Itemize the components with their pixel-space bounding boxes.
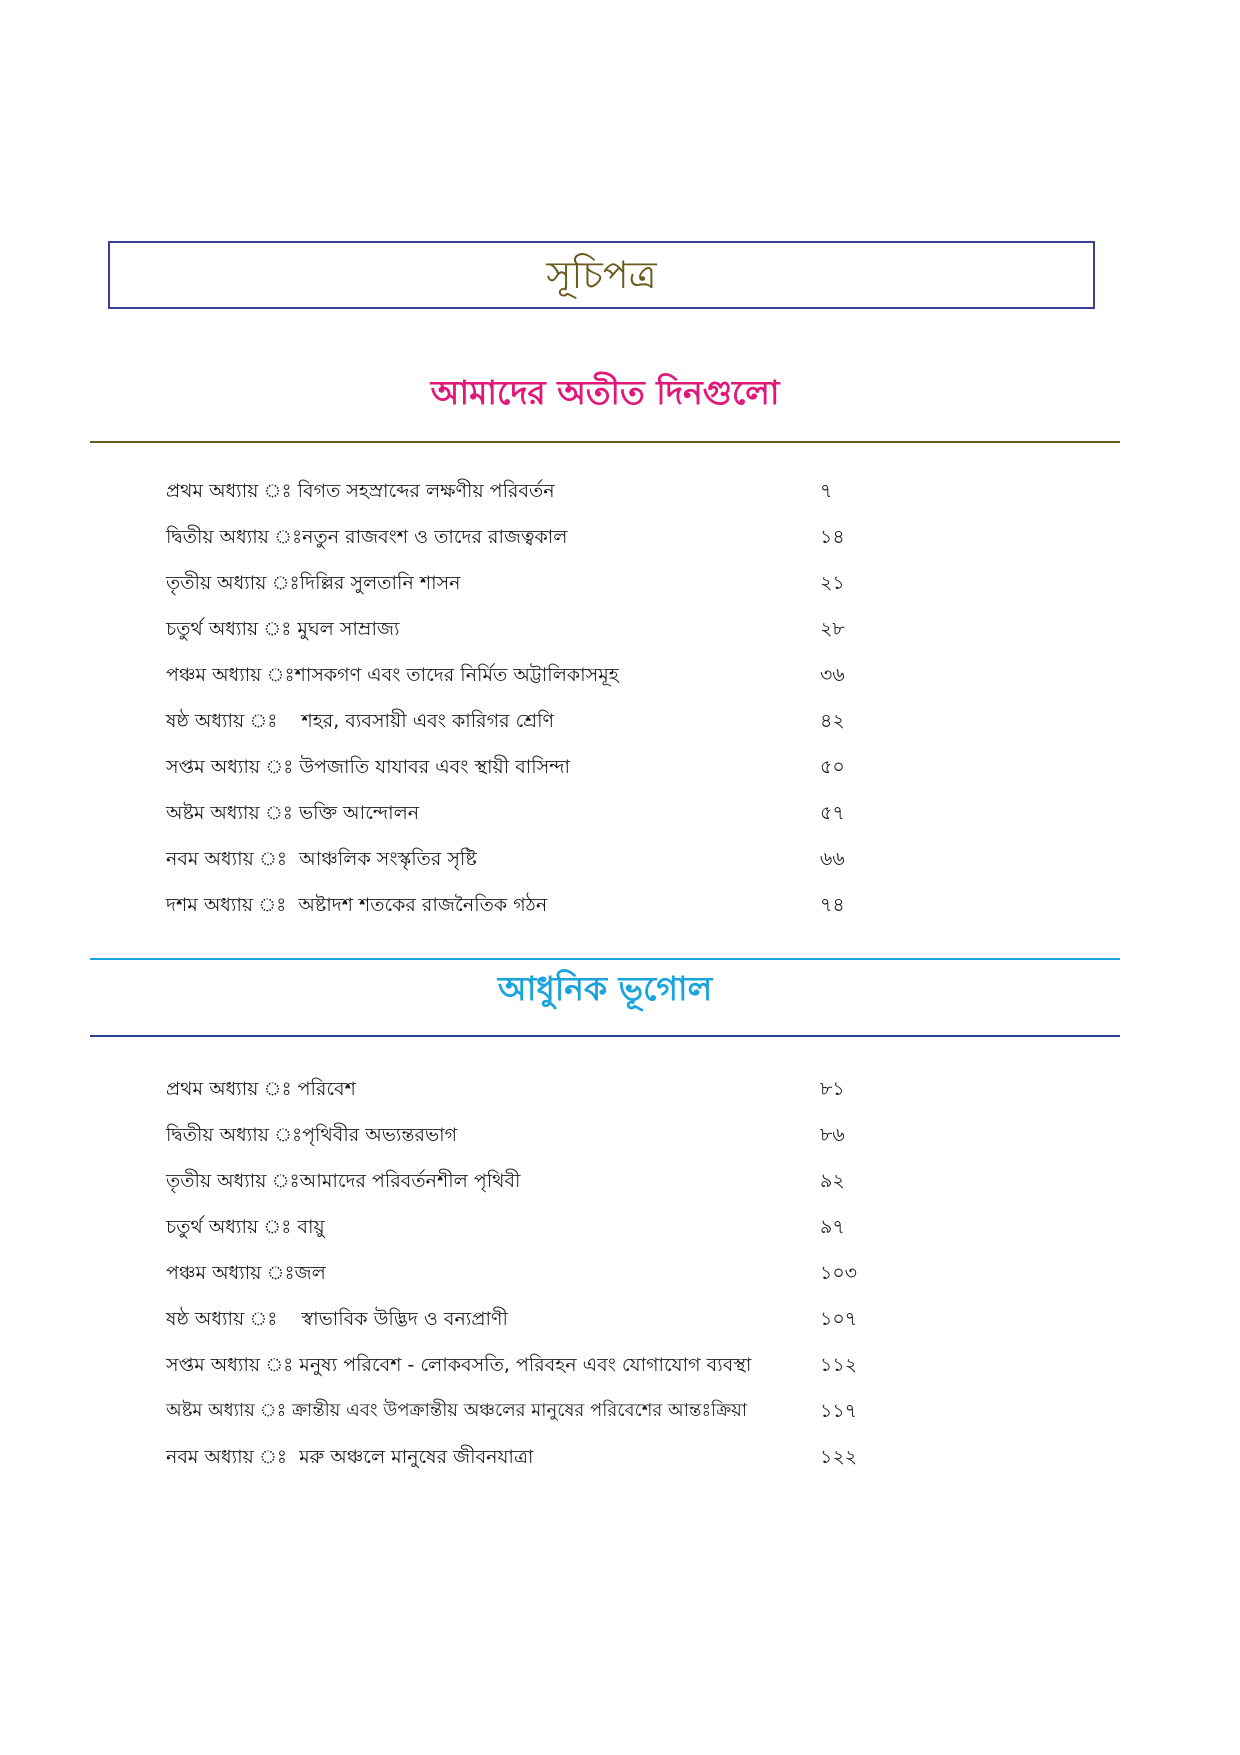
toc-row[interactable] [166, 613, 896, 659]
chapter-title: দ্বিতীয় অধ্যায় ঃপৃথিবীর অভ্যন্তরভাগ [166, 1124, 458, 1146]
toc-row[interactable] [166, 521, 896, 567]
chapter-title: পঞ্চম অধ্যায় ঃজল [166, 1262, 326, 1284]
toc-row[interactable] [166, 889, 896, 935]
divider-history [90, 441, 1120, 443]
page-number: ৮১ [820, 1078, 845, 1100]
chapter-title: তৃতীয় অধ্যায় ঃদিল্লির সুলতানি শাসন [166, 572, 461, 594]
toc-row[interactable] [166, 1441, 896, 1487]
chapter-title: প্রথম অধ্যায় ঃ বিগত সহস্রাব্দের লক্ষণীয় পরিবর্তন [166, 480, 555, 502]
chapter-title: সপ্তম অধ্যায় ঃ উপজাতি যাযাবর এবং স্থায়ী বাসিন্দা [166, 756, 571, 778]
page-number: ১০৩ [820, 1262, 858, 1284]
page-number: ৭৪ [820, 894, 845, 916]
page-number: ৩৬ [820, 664, 845, 686]
toc-row[interactable] [166, 659, 896, 705]
toc-row[interactable] [166, 1303, 896, 1349]
chapter-title: ষষ্ঠ অধ্যায় ঃ শহর, ব্যবসায়ী এবং কারিগর শ্রেণি [166, 710, 555, 732]
page-number: ৭ [820, 480, 833, 502]
page-number: ১১৭ [820, 1400, 858, 1422]
toc-row[interactable] [166, 567, 896, 613]
chapter-title: ষষ্ঠ অধ্যায় ঃ স্বাভাবিক উদ্ভিদ ও বন্যপ্রাণী [166, 1308, 508, 1330]
chapter-title: প্রথম অধ্যায় ঃ পরিবেশ [166, 1078, 356, 1100]
toc-row[interactable] [166, 1073, 896, 1119]
chapter-title: চতুর্থ অধ্যায় ঃ মুঘল সাম্রাজ্য [166, 618, 400, 640]
toc-row[interactable] [166, 797, 896, 843]
page-number: ১৪ [820, 526, 845, 548]
page-number: ৮৬ [820, 1124, 845, 1146]
page-number: ৬৬ [820, 848, 845, 870]
page-number: ৯৭ [820, 1216, 845, 1238]
toc-row[interactable] [166, 1211, 896, 1257]
page-number: ১০৭ [820, 1308, 858, 1330]
page-number: ২৮ [820, 618, 845, 640]
chapter-title: তৃতীয় অধ্যায় ঃআমাদের পরিবর্তনশীল পৃথিবী [166, 1170, 521, 1192]
toc-row[interactable] [166, 475, 896, 521]
section-heading-history: আমাদের অতীত দিনগুলো [430, 373, 780, 412]
title-box [108, 241, 1095, 309]
page-number: ৫৭ [820, 802, 845, 824]
page-number: ৫০ [820, 756, 845, 778]
page-number: ১২২ [820, 1446, 858, 1468]
toc-row[interactable] [166, 843, 896, 889]
page-title: সূচিপত্র [546, 253, 657, 297]
page-number: ২১ [820, 572, 845, 594]
divider-geography-top [90, 958, 1120, 960]
page-number: ৯২ [820, 1170, 845, 1192]
chapter-title: দশম অধ্যায় ঃ অষ্টাদশ শতকের রাজনৈতিক গঠন [166, 894, 548, 916]
divider-geography-bottom [90, 1035, 1120, 1037]
section-heading-geography: আধুনিক ভূগোল [497, 969, 713, 1008]
chapter-title: অষ্টম অধ্যায় ঃ ক্রান্তীয় এবং উপক্রান্তীয় অঞ্চলের মানুষের পরিবেশের আন্তঃক্রিয়া [166, 1400, 748, 1421]
chapter-title: অষ্টম অধ্যায় ঃ ভক্তি আন্দোলন [166, 802, 420, 824]
toc-row[interactable] [166, 1257, 896, 1303]
toc-row[interactable] [166, 1349, 896, 1395]
chapter-title: নবম অধ্যায় ঃ আঞ্চলিক সংস্কৃতির সৃষ্টি [166, 848, 477, 870]
chapter-title: দ্বিতীয় অধ্যায় ঃনতুন রাজবংশ ও তাদের রাজত্বকাল [166, 526, 568, 548]
chapter-title: পঞ্চম অধ্যায় ঃশাসকগণ এবং তাদের নির্মিত অট্টালিকাসমূহ [166, 664, 619, 686]
toc-list-geography [166, 1073, 896, 1487]
toc-list-history [166, 475, 896, 935]
toc-row[interactable] [166, 1165, 896, 1211]
chapter-title: সপ্তম অধ্যায় ঃ মনুষ্য পরিবেশ - লোকবসতি, পরিবহন এবং যোগাযোগ ব্যবস্থা [166, 1354, 752, 1376]
toc-row[interactable] [166, 1395, 896, 1441]
toc-row[interactable] [166, 751, 896, 797]
toc-row[interactable] [166, 1119, 896, 1165]
page-number: ১১২ [820, 1354, 858, 1376]
page-number: ৪২ [820, 710, 845, 732]
toc-row[interactable] [166, 705, 896, 751]
chapter-title: নবম অধ্যায় ঃ মরু অঞ্চলে মানুষের জীবনযাত্রা [166, 1446, 534, 1468]
chapter-title: চতুর্থ অধ্যায় ঃ বায়ু [166, 1216, 325, 1238]
